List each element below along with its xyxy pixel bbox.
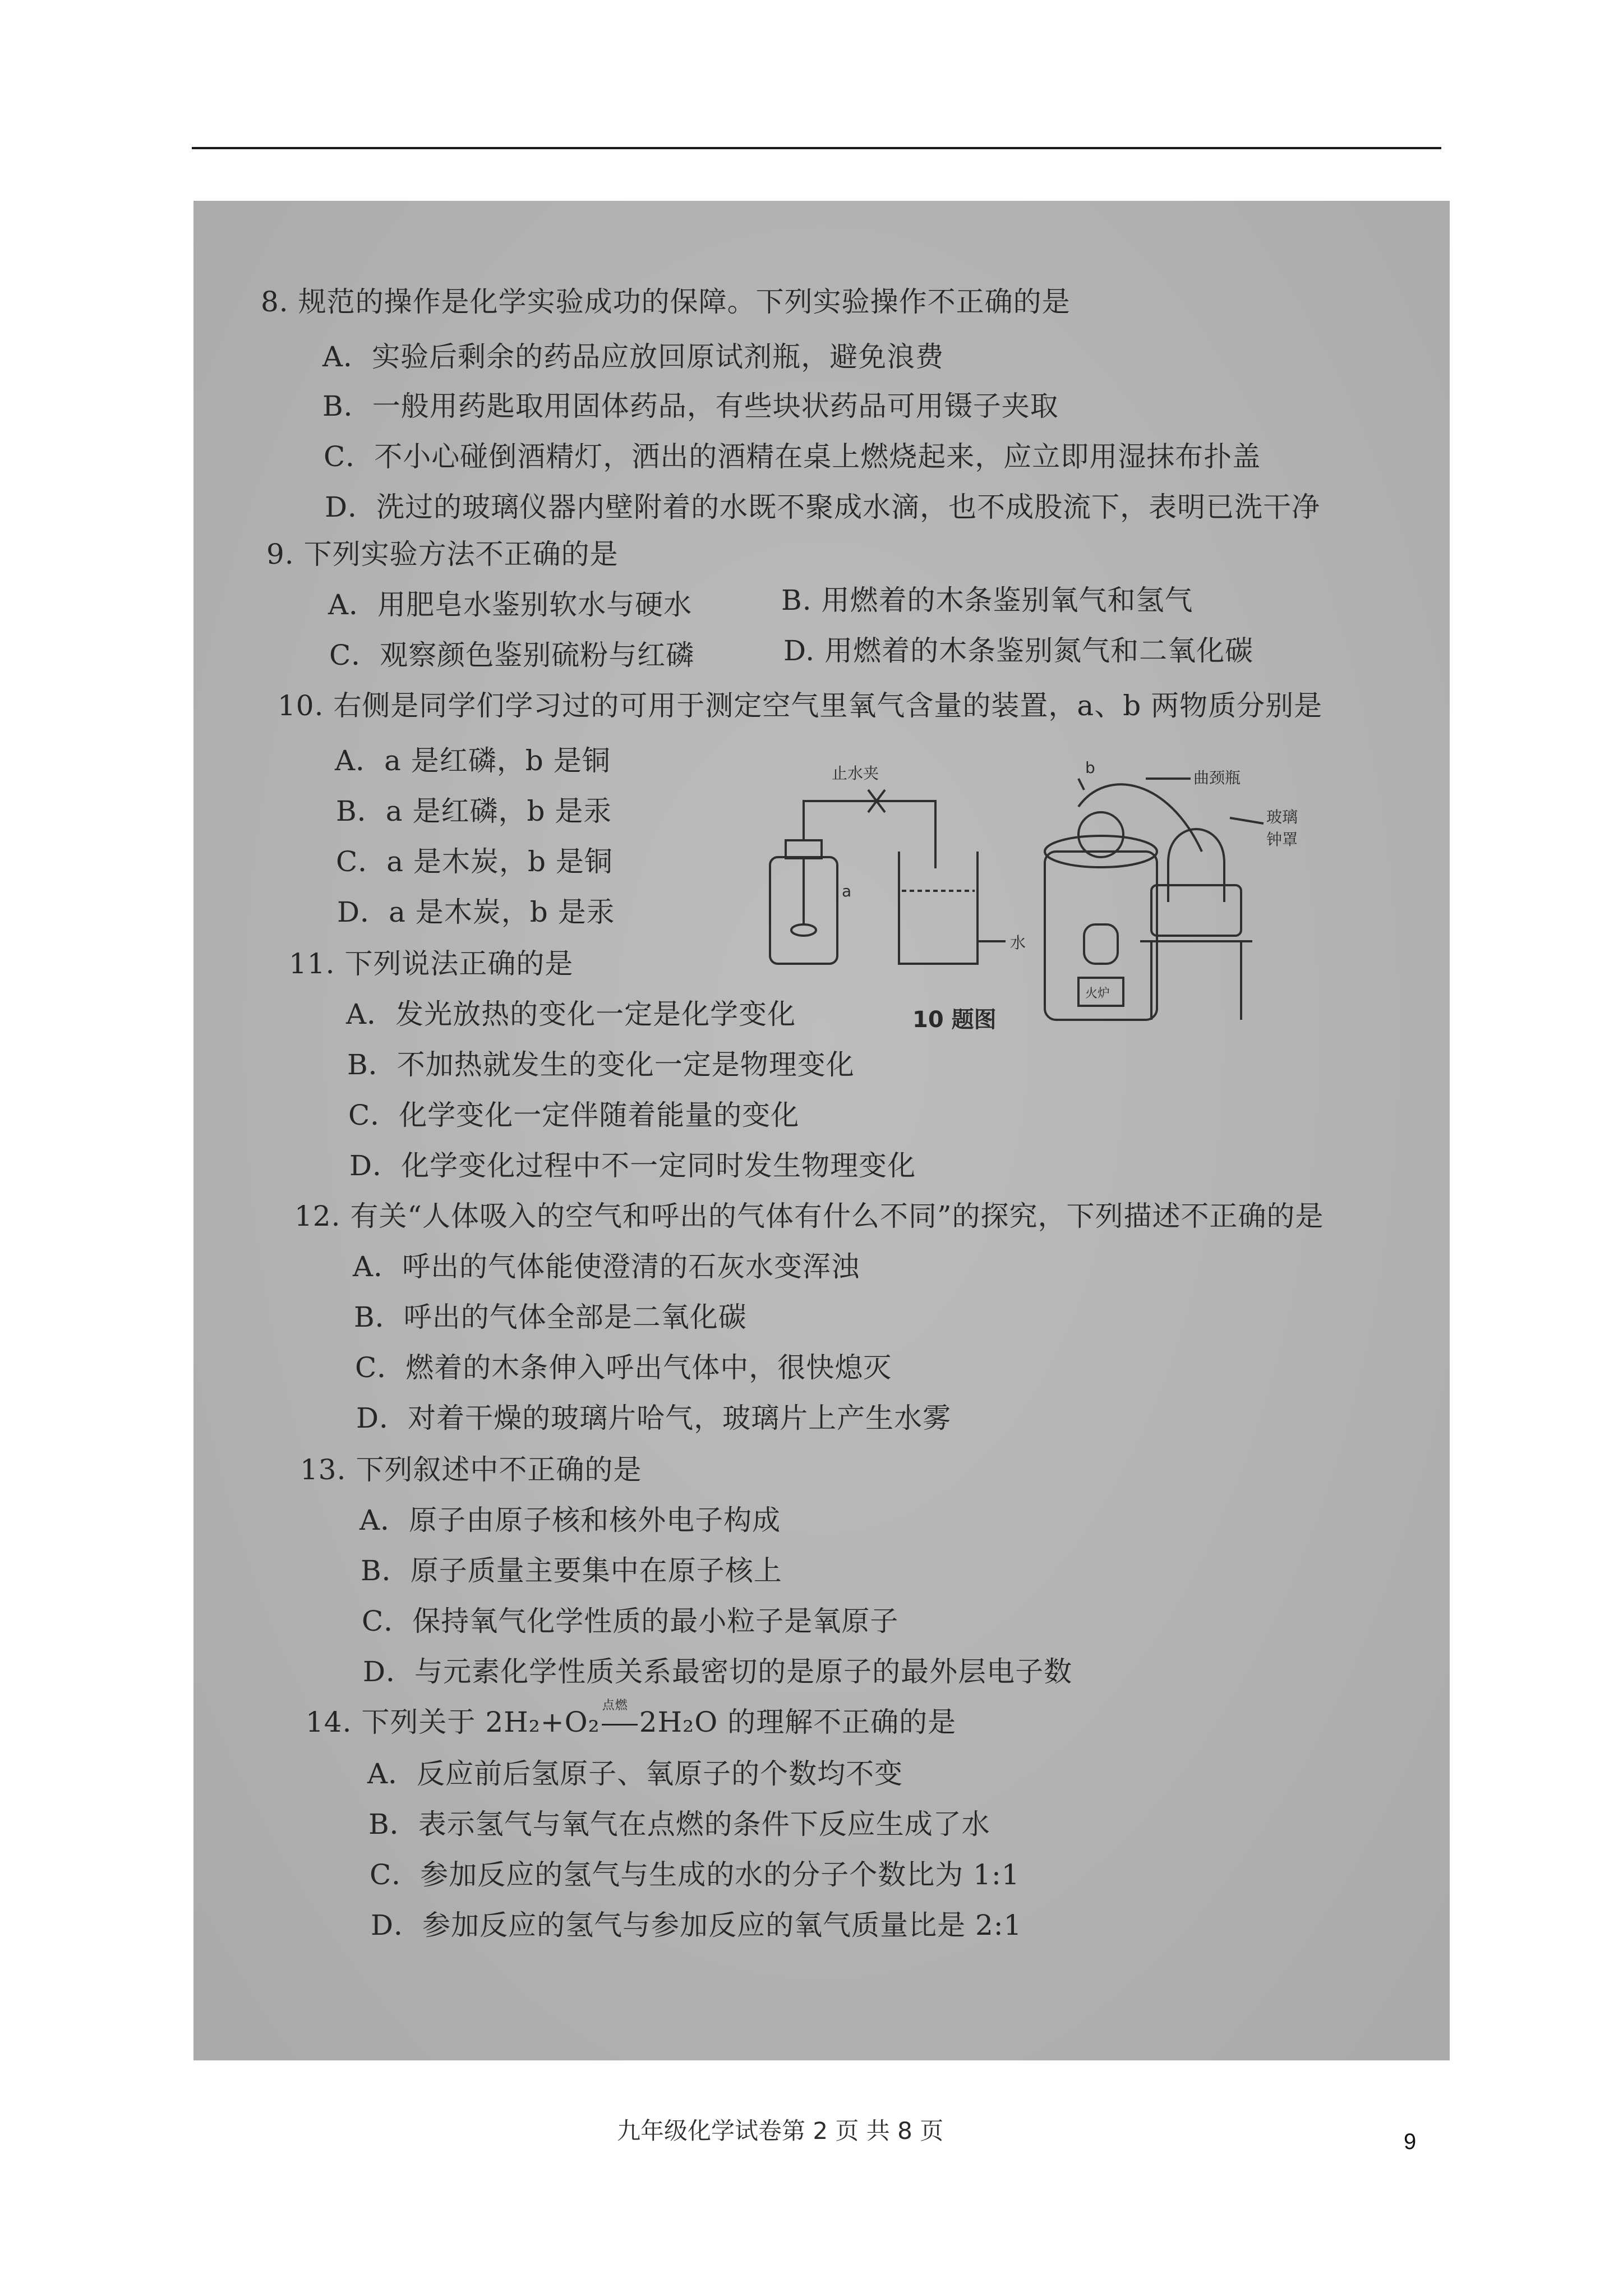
retort-label: 曲颈瓶	[1193, 769, 1241, 787]
bell-label-2: 钟罩	[1266, 830, 1298, 849]
furnace-label: 火炉	[1085, 987, 1110, 1001]
q11-option-a: A．发光放热的变化一定是化学变化	[346, 998, 796, 1030]
q13-option-a: A．原子由原子核和核外电子构成	[359, 1504, 781, 1536]
clamp-label: 止水夹	[832, 764, 879, 783]
q8-option-c: C．不小心碰倒酒精灯，洒出的酒精在桌上燃烧起来，应立即用湿抹布扑盖	[324, 440, 1261, 473]
label-a: a	[842, 882, 852, 900]
q9-option-a: A．用肥皂水鉴别软水与硬水	[328, 588, 693, 621]
q10-apparatus-figure	[742, 756, 1303, 1070]
q10-option-c: C．a 是木炭，b 是铜	[336, 845, 613, 878]
q10-option-b: B．a 是红磷，b 是汞	[336, 795, 612, 827]
water-label: 水	[1010, 933, 1026, 952]
q11-option-c: C．化学变化一定伴随着能量的变化	[348, 1099, 800, 1131]
q12-option-d: D．对着干燥的玻璃片哈气，玻璃片上产生水雾	[356, 1402, 952, 1434]
label-b: b	[1085, 758, 1095, 777]
q10-option-d: D．a 是木炭，b 是汞	[337, 896, 615, 928]
q8-option-a: A．实验后剩余的药品应放回原试剂瓶，避免浪费	[322, 341, 944, 373]
page-number: 9	[1404, 2129, 1417, 2154]
q13-stem: 13. 下列叙述中不正确的是	[300, 1453, 642, 1486]
q12-option-b: B．呼出的气体全部是二氧化碳	[354, 1301, 747, 1333]
q12-option-c: C．燃着的木条伸入呼出气体中，很快熄灭	[355, 1351, 892, 1384]
q10-figure-caption: 10 题图	[912, 1007, 997, 1033]
q14-option-a: A．反应前后氢原子、氧原子的个数均不变	[367, 1757, 903, 1790]
q14-condition: 点燃	[602, 1699, 628, 1713]
q10-stem: 10. 右侧是同学们学习过的可用于测定空气里氧气含量的装置，a、b 两物质分别是	[278, 689, 1323, 722]
q11-stem: 11. 下列说法正确的是	[289, 947, 574, 980]
q14-stem: 14. 下列关于 2H₂+O₂ 点燃 2H₂O 的理解不正确的是	[306, 1700, 956, 1740]
q12-stem: 12. 有关“人体吸入的空气和呼出的气体有什么不同”的探究，下列描述不正确的是	[294, 1200, 1324, 1232]
q8-option-b: B．一般用药匙取用固体药品，有些块状药品可用镊子夹取	[322, 390, 1059, 422]
q9-option-b: B. 用燃着的木条鉴别氧气和氢气	[781, 584, 1193, 616]
q8-option-d: D．洗过的玻璃仪器内壁附着的水既不聚成水滴，也不成股流下，表明已洗干净	[325, 491, 1321, 523]
q13-option-d: D．与元素化学性质关系最密切的是原子的最外层电子数	[363, 1655, 1073, 1688]
q11-option-d: D．化学变化过程中不一定同时发生物理变化	[349, 1149, 916, 1182]
q10-option-a: A．a 是红磷，b 是铜	[335, 744, 611, 777]
q9-stem: 9. 下列实验方法不正确的是	[266, 538, 619, 570]
q14-option-c: C．参加反应的氢气与生成的水的分子个数比为 1:1	[370, 1858, 1020, 1891]
q14-option-d: D．参加反应的氢气与参加反应的氧气质量比是 2:1	[371, 1909, 1022, 1941]
exam-photo	[193, 201, 1450, 2145]
q12-option-a: A．呼出的气体能使澄清的石灰水变浑浊	[353, 1250, 860, 1283]
q13-option-b: B．原子质量主要集中在原子核上	[361, 1554, 782, 1587]
q9-option-d: D. 用燃着的木条鉴别氮气和二氧化碳	[783, 634, 1254, 667]
header-rule	[192, 147, 1441, 149]
q14-option-b: B．表示氢气与氧气在点燃的条件下反应生成了水	[368, 1808, 990, 1841]
q9-option-c: C．观察颜色鉴别硫粉与红磷	[329, 639, 695, 671]
exam-page-footer: 九年级化学试卷第 2 页 共 8 页	[617, 2117, 944, 2145]
q13-option-c: C．保持氧气化学性质的最小粒子是氧原子	[362, 1605, 899, 1637]
q11-option-b: B．不加热就发生的变化一定是物理变化	[347, 1048, 855, 1081]
q8-stem: 8. 规范的操作是化学实验成功的保障。下列实验操作不正确的是	[261, 286, 1071, 318]
bell-label-1: 玻璃	[1266, 808, 1298, 826]
